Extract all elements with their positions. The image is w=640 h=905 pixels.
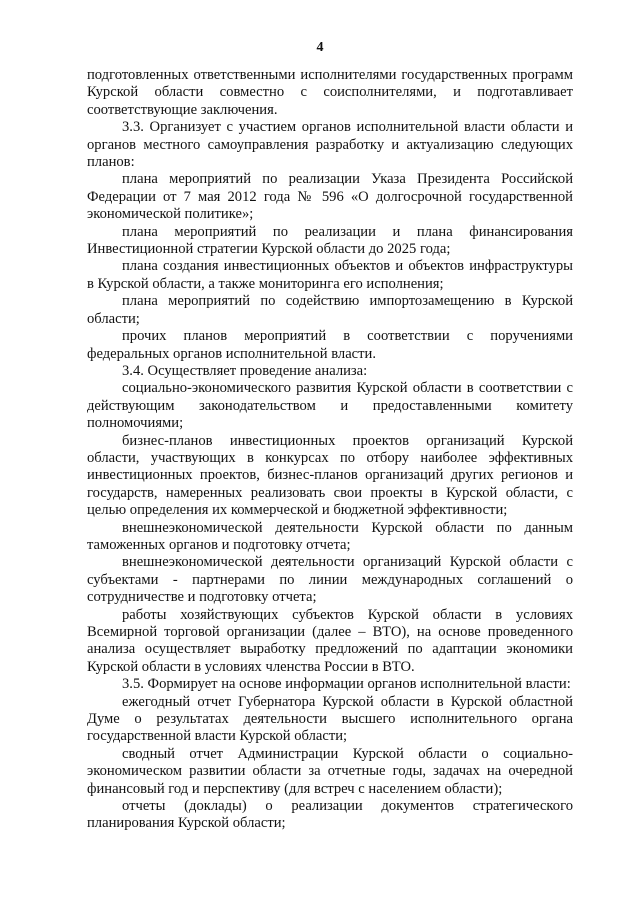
paragraph: прочих планов мероприятий в соответствии с поручениями федеральных органов исполнительной власти. bbox=[87, 328, 573, 362]
paragraph: плана мероприятий по содействию импортозамещению в Курской области; bbox=[87, 293, 573, 327]
paragraph: ежегодный отчет Губернатора Курской области в Курской областной Думе о результатах деятельности высшего исполнительного органа государственной власти Курской области; bbox=[87, 693, 573, 745]
paragraph: работы хозяйствующих субъектов Курской области в условиях Всемирной торговой организации (далее – ВТО), на основе проведенного анализа осуществляет выработку предложений по адаптации экономики Курской области в условиях членства России в ВТО. bbox=[87, 606, 573, 675]
paragraph: плана мероприятий по реализации и плана финансирования Инвестиционной стратегии Курской области до 2025 года; bbox=[87, 223, 573, 258]
paragraph: плана мероприятий по реализации Указа Президента Российской Федерации от 7 мая 2012 года № 596 «О долгосрочной государственной экономической политике»; bbox=[87, 171, 573, 223]
paragraph: бизнес-планов инвестиционных проектов организаций Курской области, участвующих в конкурсах по отбору наиболее эффективных инвестиционных проектов, бизнес-планов организаций других регионов и государств, намеренных реализовать свои проекты в Курской области, с целью определения их коммерческой и бюджетной эффективности; bbox=[87, 432, 573, 519]
paragraph: внешнеэкономической деятельности организаций Курской области с субъектами - партнерами по линии международных соглашений о сотрудничестве и подготовку отчета; bbox=[87, 554, 573, 606]
document-body bbox=[87, 67, 573, 833]
paragraph: сводный отчет Администрации Курской области о социально-экономическом развитии области за отчетные годы, задачах на очередной финансовый год и перспективу (для встреч с населением области); bbox=[87, 745, 573, 797]
paragraph: плана создания инвестиционных объектов и объектов инфраструктуры в Курской области, а также мониторинга его исполнения; bbox=[87, 258, 573, 292]
paragraph: подготовленных ответственными исполнителями государственных программ Курской области совместно с соисполнителями, и подготавливает соответствующие заключения. bbox=[87, 67, 573, 118]
paragraph: отчеты (доклады) о реализации документов стратегического планирования Курской области; bbox=[87, 798, 573, 832]
paragraph: социально-экономического развития Курской области в соответствии с действующим законодательством и предоставленными комитету полномочиями; bbox=[87, 380, 573, 432]
paragraph: 3.4. Осуществляет проведение анализа: bbox=[122, 362, 368, 379]
page-number: 4 bbox=[316, 40, 324, 55]
paragraph: внешнеэкономической деятельности Курской области по данным таможенных органов и подготовку отчета; bbox=[87, 519, 573, 553]
paragraph: 3.3. Организует с участием органов исполнительной власти области и органов местного самоуправления разработку и актуализацию следующих планов: bbox=[87, 119, 573, 171]
paragraph: 3.5. Формирует на основе информации органов исполнительной власти: bbox=[122, 676, 571, 693]
